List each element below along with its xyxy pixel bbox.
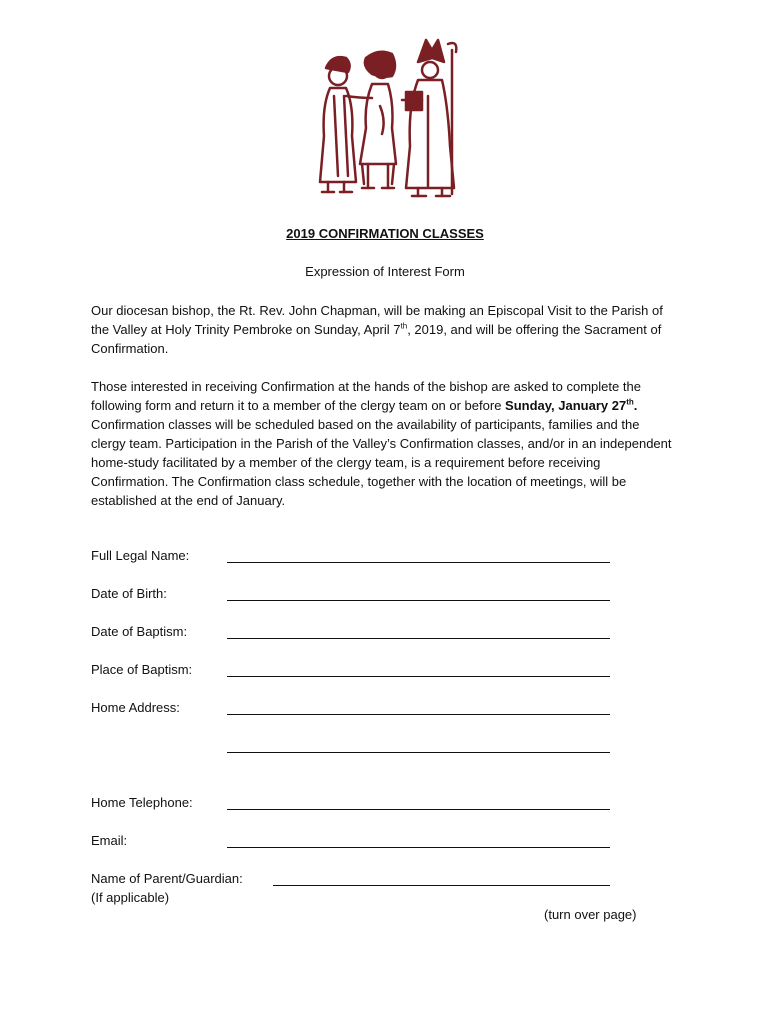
address-field-line-2[interactable] — [227, 752, 610, 753]
turn-over-note: (turn over page) — [544, 907, 637, 922]
form-subtitle: Expression of Interest Form — [305, 264, 465, 279]
deadline-date — [505, 398, 637, 413]
ordinal-suffix: th — [400, 321, 408, 331]
baptism-place-field[interactable] — [227, 676, 610, 677]
email-label: Email: — [91, 833, 128, 848]
instructions-text-end: Confirmation classes will be scheduled based on the availability of participants, families and the clergy team. Participation in the Parish of the Valley’s Confirmation classes, and/or in an independent home-study facilitated by a member of the clergy team, is a requirement before receiving Confirmation. The Confirmation class schedule, together with the location of meetings, will be established at the end of January. — [91, 417, 672, 508]
dob-label: Date of Birth: — [91, 586, 167, 601]
parent-sublabel: (If applicable) — [91, 890, 170, 905]
address-label: Home Address: — [91, 700, 180, 715]
confirmation-illustration — [298, 36, 468, 202]
telephone-label: Home Telephone: — [91, 795, 193, 810]
full-name-field[interactable] — [227, 562, 610, 563]
intro-text: Our diocesan bishop, the Rt. Rev. John Chapman, will be making an Episcopal Visit to the Parish of the Valley at Holy Trinity Pembroke on Sunday, April 7 — [91, 303, 663, 337]
instructions-text: Those interested in receiving Confirmation at the hands of the bishop are asked to complete the following form and return it to a member of the clergy team on or before — [91, 379, 641, 413]
dob-field[interactable] — [227, 600, 610, 601]
intro-paragraph-2 — [91, 377, 676, 510]
baptism-place-label: Place of Baptism: — [91, 662, 193, 677]
baptism-date-label: Date of Baptism: — [91, 624, 188, 639]
parent-field[interactable] — [273, 885, 610, 886]
baptism-date-field[interactable] — [227, 638, 610, 639]
form-title: 2019 CONFIRMATION CLASSES — [286, 226, 484, 241]
full-name-label: Full Legal Name: — [91, 548, 190, 563]
intro-paragraph-1 — [91, 301, 676, 358]
deadline-date-text: Sunday, January 27 — [505, 398, 627, 413]
address-field-line-1[interactable] — [227, 714, 610, 715]
telephone-field[interactable] — [227, 809, 610, 810]
deadline-period: . — [633, 398, 638, 413]
ordinal-suffix: th — [626, 397, 634, 407]
email-field[interactable] — [227, 847, 610, 848]
intro-text-end: , 2019, and will be offering the Sacrament of Confirmation. — [91, 322, 662, 356]
parent-label: Name of Parent/Guardian: — [91, 871, 243, 886]
